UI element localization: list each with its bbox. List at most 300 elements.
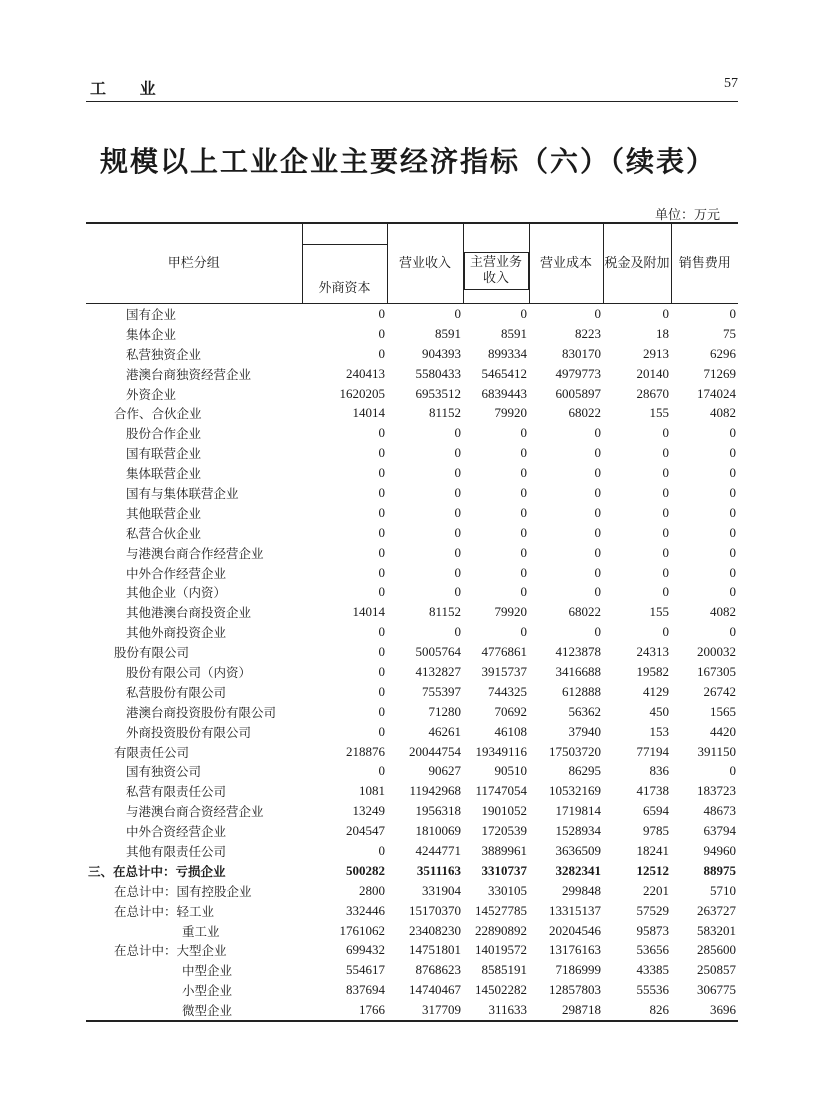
row-value: 0: [729, 425, 736, 441]
row-value: 0: [520, 624, 527, 640]
row-value: 1565: [710, 703, 736, 719]
row-label: 外资企业: [126, 386, 177, 402]
row-label: 港澳台商独资经营企业: [126, 366, 252, 382]
row-value: 23408230: [409, 922, 461, 938]
row-value: 1766: [359, 1002, 385, 1018]
table-row: [86, 702, 738, 722]
row-value: 4244771: [415, 842, 461, 858]
row-label: 股份合作企业: [126, 426, 202, 442]
row-value: 14740467: [409, 982, 461, 998]
row-label: 国有企业: [126, 306, 177, 322]
row-value: 0: [662, 524, 669, 540]
row-value: 0: [520, 504, 527, 520]
row-value: 0: [662, 544, 669, 560]
table-row: [86, 801, 738, 821]
row-value: 0: [378, 425, 385, 441]
row-value: 0: [594, 544, 601, 560]
row-value: 0: [454, 305, 461, 321]
row-value: 3636509: [555, 842, 601, 858]
row-value: 1956318: [415, 803, 461, 819]
row-value: 1620205: [339, 385, 385, 401]
header-main-revenue-line2: 收入: [482, 270, 509, 286]
row-value: 0: [378, 763, 385, 779]
row-label: 集体企业: [126, 326, 177, 342]
row-value: 299848: [562, 882, 601, 898]
row-value: 0: [594, 305, 601, 321]
row-value: 0: [662, 425, 669, 441]
row-value: 2800: [359, 882, 385, 898]
unit-label: 单位：万元: [654, 208, 720, 223]
row-value: 0: [594, 524, 601, 540]
row-value: 0: [594, 504, 601, 520]
row-value: 68022: [568, 604, 601, 620]
row-value: 0: [662, 624, 669, 640]
row-value: 5710: [710, 882, 736, 898]
row-value: 22890892: [475, 922, 527, 938]
row-value: 14014: [352, 405, 385, 421]
row-label: 其他有限责任公司: [126, 843, 227, 859]
row-value: 4082: [710, 604, 736, 620]
table-row: [86, 364, 738, 384]
row-value: 17503720: [549, 743, 601, 759]
table-row: [86, 980, 738, 1000]
page-title: 规模以上工业企业主要经济指标（六）（续表）: [99, 145, 716, 178]
page-number: 57: [724, 76, 738, 91]
row-value: 174024: [697, 385, 736, 401]
row-value: 19349116: [475, 743, 527, 759]
row-value: 0: [378, 345, 385, 361]
row-value: 20044754: [409, 743, 461, 759]
row-value: 298718: [562, 1002, 601, 1018]
row-value: 0: [378, 584, 385, 600]
row-value: 26742: [703, 683, 736, 699]
table-row: [86, 503, 738, 523]
statistics-table-wrapper: [86, 222, 738, 1022]
row-value: 20140: [636, 365, 669, 381]
row-value: 9785: [643, 823, 669, 839]
row-value: 836: [649, 763, 669, 779]
row-label: 合作、合伙企业: [114, 406, 202, 422]
row-value: 14751801: [409, 942, 461, 958]
row-value: 0: [378, 564, 385, 580]
row-value: 0: [378, 484, 385, 500]
table-row: [86, 821, 738, 841]
row-value: 330105: [488, 882, 527, 898]
table-row: [86, 403, 738, 423]
row-value: 12857803: [549, 982, 601, 998]
table-row: [86, 841, 738, 861]
row-value: 3915737: [481, 663, 527, 679]
table-row: [86, 1000, 738, 1021]
row-value: 0: [594, 465, 601, 481]
row-value: 6296: [710, 345, 736, 361]
row-value: 94960: [703, 842, 736, 858]
row-value: 0: [662, 564, 669, 580]
row-value: 37940: [568, 723, 601, 739]
row-value: 0: [594, 425, 601, 441]
row-value: 311633: [488, 1002, 527, 1018]
row-label: 有限责任公司: [114, 744, 190, 760]
row-value: 20204546: [549, 922, 601, 938]
row-value: 0: [454, 484, 461, 500]
row-value: 0: [729, 564, 736, 580]
row-value: 0: [729, 524, 736, 540]
row-value: 153: [649, 723, 669, 739]
row-value: 0: [378, 524, 385, 540]
table-row: [86, 582, 738, 602]
table-row: [86, 901, 738, 921]
row-value: 41738: [636, 783, 669, 799]
row-value: 830170: [562, 345, 601, 361]
row-value: 0: [378, 325, 385, 341]
row-value: 56362: [568, 703, 601, 719]
table-row: [86, 602, 738, 622]
row-label: 私营股份有限公司: [126, 684, 227, 700]
row-label: 私营有限责任公司: [126, 784, 227, 800]
row-value: 14014: [352, 604, 385, 620]
row-label: 中外合资经营企业: [126, 824, 227, 840]
row-label: 微型企业: [182, 1003, 233, 1019]
row-value: 612888: [562, 683, 601, 699]
row-value: 90627: [428, 763, 461, 779]
row-value: 0: [454, 504, 461, 520]
row-label: 小型企业: [182, 983, 233, 999]
row-value: 167305: [697, 663, 736, 679]
table-row: [86, 742, 738, 762]
row-value: 88975: [703, 862, 736, 878]
row-value: 81152: [428, 604, 461, 620]
row-value: 18241: [636, 842, 669, 858]
header-blank-cell: [302, 224, 387, 245]
row-value: 3282341: [555, 862, 601, 878]
row-value: 2201: [643, 882, 669, 898]
row-value: 391150: [697, 743, 736, 759]
row-value: 18: [656, 325, 669, 341]
row-value: 0: [454, 524, 461, 540]
row-value: 2913: [643, 345, 669, 361]
row-label: 中外合作经营企业: [126, 565, 227, 581]
row-value: 70692: [494, 703, 527, 719]
row-value: 0: [729, 504, 736, 520]
row-value: 71269: [703, 365, 736, 381]
row-label: 集体联营企业: [126, 466, 202, 482]
row-value: 0: [662, 584, 669, 600]
header-rule: [86, 101, 738, 102]
row-value: 450: [649, 703, 669, 719]
table-row: [86, 423, 738, 443]
table-row: [86, 960, 738, 980]
header-taxes: 税金及附加: [603, 224, 671, 304]
row-value: 81152: [428, 405, 461, 421]
row-value: 0: [729, 763, 736, 779]
row-label: 国有独资公司: [126, 764, 202, 780]
row-label: 股份有限公司（内资）: [126, 664, 252, 680]
row-value: 79920: [494, 604, 527, 620]
row-value: 0: [594, 484, 601, 500]
row-value: 554617: [346, 962, 385, 978]
row-label: 港澳台商投资股份有限公司: [126, 704, 277, 720]
row-value: 0: [729, 484, 736, 500]
header-operating-cost: 营业成本: [529, 224, 603, 304]
row-label: 其他联营企业: [126, 505, 202, 521]
row-value: 500282: [346, 862, 385, 878]
row-label: 中型企业: [182, 963, 233, 979]
row-label: 在总计中：国有控股企业: [114, 883, 252, 899]
row-value: 63794: [703, 823, 736, 839]
row-value: 0: [378, 683, 385, 699]
header-operating-revenue: 营业收入: [387, 224, 463, 304]
row-value: 3310737: [481, 862, 527, 878]
row-value: 0: [454, 445, 461, 461]
row-value: 3511163: [416, 862, 461, 878]
table-row: [86, 483, 738, 503]
row-value: 0: [378, 703, 385, 719]
row-value: 28670: [636, 385, 669, 401]
row-value: 0: [729, 544, 736, 560]
row-value: 1901052: [481, 803, 527, 819]
row-value: 0: [378, 465, 385, 481]
row-value: 744325: [488, 683, 527, 699]
table-row: [86, 304, 738, 324]
row-value: 57529: [636, 902, 669, 918]
table-row: [86, 642, 738, 662]
row-value: 0: [454, 624, 461, 640]
table-row: [86, 523, 738, 543]
row-value: 317709: [422, 1002, 461, 1018]
table-row: [86, 324, 738, 344]
row-value: 0: [520, 465, 527, 481]
row-value: 10532169: [549, 783, 601, 799]
row-value: 0: [378, 445, 385, 461]
row-value: 155: [649, 604, 669, 620]
row-value: 0: [378, 305, 385, 321]
row-value: 0: [520, 305, 527, 321]
row-label: 私营独资企业: [126, 346, 202, 362]
header-sales-expense: 销售费用: [671, 224, 738, 304]
row-value: 3696: [710, 1002, 736, 1018]
row-value: 0: [662, 504, 669, 520]
row-value: 5005764: [415, 644, 461, 660]
row-value: 55536: [636, 982, 669, 998]
row-value: 0: [378, 624, 385, 640]
table-row: [86, 682, 738, 702]
row-value: 285600: [697, 942, 736, 958]
row-label: 其他企业（内资）: [126, 585, 227, 601]
table-body: [86, 304, 738, 1022]
row-label: 国有联营企业: [126, 446, 202, 462]
row-value: 8223: [575, 325, 601, 341]
row-value: 0: [594, 584, 601, 600]
row-value: 4132827: [415, 663, 461, 679]
row-value: 0: [520, 544, 527, 560]
row-label: 在总计中：大型企业: [114, 943, 227, 959]
row-value: 7186999: [555, 962, 601, 978]
table-row: [86, 881, 738, 901]
row-value: 0: [454, 544, 461, 560]
row-value: 837694: [346, 982, 385, 998]
row-value: 0: [729, 465, 736, 481]
row-label: 三、在总计中：亏损企业: [88, 863, 226, 879]
row-value: 11747054: [475, 783, 527, 799]
row-value: 826: [649, 1002, 669, 1018]
row-value: 8585191: [481, 962, 527, 978]
table-row: [86, 722, 738, 742]
row-value: 699432: [346, 942, 385, 958]
row-value: 14019572: [475, 942, 527, 958]
row-label: 在总计中：轻工业: [114, 903, 215, 919]
row-value: 13176163: [549, 942, 601, 958]
row-value: 90510: [494, 763, 527, 779]
row-value: 1810069: [415, 823, 461, 839]
row-value: 183723: [697, 783, 736, 799]
row-value: 0: [378, 544, 385, 560]
row-value: 11942968: [409, 783, 461, 799]
row-label: 私营合伙企业: [126, 525, 202, 541]
row-label: 重工业: [182, 923, 220, 939]
section-label: 工 业: [90, 79, 170, 98]
row-value: 14502282: [475, 982, 527, 998]
table-row: [86, 384, 738, 404]
row-value: 0: [594, 445, 601, 461]
row-value: 0: [729, 305, 736, 321]
row-value: 155: [649, 405, 669, 421]
row-value: 75: [723, 325, 736, 341]
row-value: 331904: [422, 882, 461, 898]
row-value: 53656: [636, 942, 669, 958]
row-value: 68022: [568, 405, 601, 421]
row-label: 与港澳台商合资经营企业: [126, 804, 264, 820]
header-foreign-capital: 外商资本: [302, 245, 387, 304]
row-value: 6839443: [481, 385, 527, 401]
row-value: 4420: [710, 723, 736, 739]
row-value: 200032: [697, 644, 736, 660]
row-value: 6953512: [415, 385, 461, 401]
row-value: 0: [378, 504, 385, 520]
table-row: [86, 781, 738, 801]
row-value: 86295: [568, 763, 601, 779]
row-value: 95873: [636, 922, 669, 938]
row-value: 6005897: [555, 385, 601, 401]
running-head: [86, 76, 738, 100]
row-value: 71280: [428, 703, 461, 719]
table-row: [86, 921, 738, 941]
row-value: 0: [662, 305, 669, 321]
row-value: 8591: [501, 325, 527, 341]
row-value: 0: [729, 584, 736, 600]
row-value: 0: [729, 624, 736, 640]
row-value: 46261: [428, 723, 461, 739]
row-value: 4082: [710, 405, 736, 421]
row-value: 13315137: [549, 902, 601, 918]
row-value: 204547: [346, 823, 385, 839]
row-value: 5465412: [481, 365, 527, 381]
row-value: 19582: [636, 663, 669, 679]
row-value: 0: [520, 484, 527, 500]
row-value: 8591: [435, 325, 461, 341]
row-value: 5580433: [415, 365, 461, 381]
row-value: 48673: [703, 803, 736, 819]
row-value: 0: [454, 564, 461, 580]
row-label: 其他港澳台商投资企业: [126, 605, 252, 621]
table-row: [86, 463, 738, 483]
row-value: 263727: [697, 902, 736, 918]
row-value: 332446: [346, 902, 385, 918]
table-row: [86, 861, 738, 881]
row-value: 0: [454, 465, 461, 481]
row-label: 股份有限公司: [114, 645, 190, 661]
row-value: 240413: [346, 365, 385, 381]
row-value: 0: [662, 465, 669, 481]
row-value: 0: [520, 564, 527, 580]
row-value: 1528934: [555, 823, 601, 839]
row-value: 904393: [422, 345, 461, 361]
header-main-revenue-line1: 主营业务: [469, 254, 522, 270]
table-row: [86, 761, 738, 781]
row-value: 0: [378, 663, 385, 679]
row-value: 6594: [643, 803, 669, 819]
row-label: 外商投资股份有限公司: [126, 724, 252, 740]
row-value: 218876: [346, 743, 385, 759]
row-value: 15170370: [409, 902, 461, 918]
row-value: 12512: [636, 862, 669, 878]
row-value: 4979773: [555, 365, 601, 381]
row-value: 0: [520, 425, 527, 441]
row-value: 0: [378, 723, 385, 739]
row-value: 3416688: [555, 663, 601, 679]
table-row: [86, 543, 738, 563]
row-value: 4776861: [481, 644, 527, 660]
header-group: 甲栏分组: [167, 255, 220, 271]
row-value: 0: [662, 484, 669, 500]
header-main-business-revenue: [463, 224, 529, 304]
row-value: 3889961: [481, 842, 527, 858]
table-row: [86, 662, 738, 682]
row-value: 0: [594, 564, 601, 580]
row-value: 0: [378, 644, 385, 660]
row-value: 250857: [697, 962, 736, 978]
row-value: 0: [662, 445, 669, 461]
table-row: [86, 622, 738, 642]
table-row: [86, 443, 738, 463]
row-value: 43385: [636, 962, 669, 978]
row-value: 0: [378, 842, 385, 858]
row-value: 899334: [488, 345, 527, 361]
table-bottom-rule: [86, 1021, 738, 1022]
row-value: 79920: [494, 405, 527, 421]
row-label: 国有与集体联营企业: [126, 485, 239, 501]
row-value: 755397: [422, 683, 461, 699]
row-value: 1761062: [339, 922, 385, 938]
row-value: 24313: [636, 644, 669, 660]
row-value: 306775: [697, 982, 736, 998]
row-label: 其他外商投资企业: [126, 625, 227, 641]
row-value: 0: [520, 445, 527, 461]
row-value: 8768623: [415, 962, 461, 978]
statistics-table: [86, 222, 738, 1022]
row-value: 1719814: [555, 803, 601, 819]
row-value: 46108: [494, 723, 527, 739]
row-value: 4129: [643, 683, 669, 699]
table-row: [86, 563, 738, 583]
table-row: [86, 941, 738, 961]
row-value: 0: [520, 524, 527, 540]
table-row: [86, 344, 738, 364]
row-value: 0: [454, 425, 461, 441]
row-value: 77194: [636, 743, 669, 759]
row-value: 0: [594, 624, 601, 640]
row-value: 0: [729, 445, 736, 461]
row-value: 1081: [359, 783, 385, 799]
